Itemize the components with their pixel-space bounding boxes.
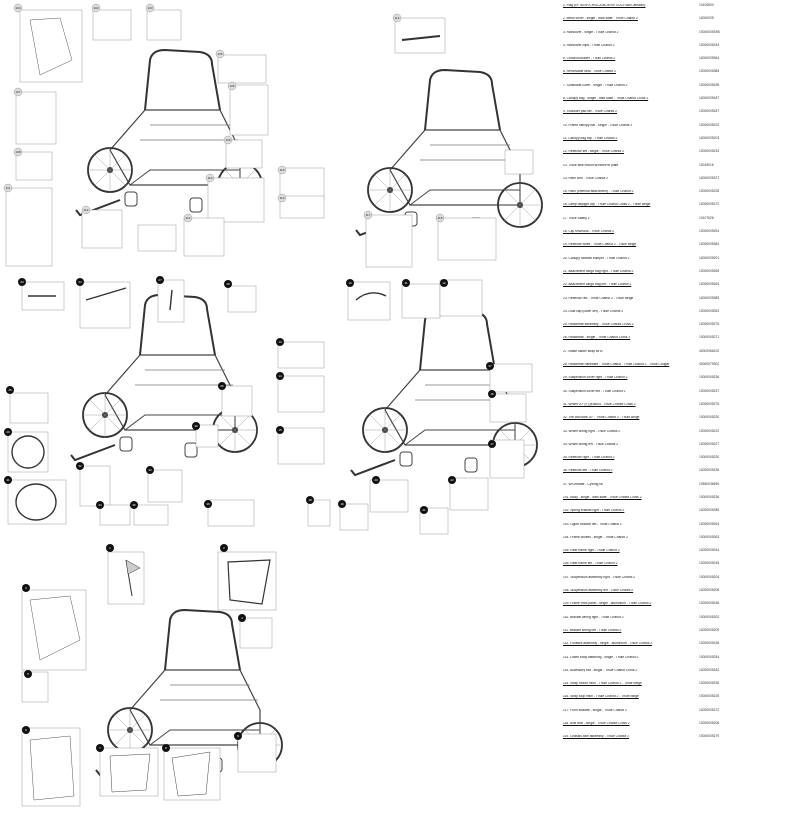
part-name-link[interactable]: 19. Reflector white - Thule Chariot 2 - Thule Beige bbox=[563, 243, 637, 247]
part-name-link[interactable]: 12. Reflector set - single - Thule Chariot 2 bbox=[563, 150, 624, 154]
part-name-link[interactable]: 4. Raincover clips - Thule Chariot 2 bbox=[563, 43, 615, 47]
parts-list-row bbox=[561, 509, 797, 522]
part-number: 10000005265 bbox=[699, 268, 720, 273]
part-number: 10000005385 bbox=[699, 69, 720, 74]
callout-label: 13 bbox=[278, 340, 282, 344]
part-name-link[interactable]: 9. Shoulder pad set - Thule Chariot 2 bbox=[563, 110, 618, 114]
part-number: 10000005246 bbox=[699, 601, 720, 606]
parts-list-row bbox=[561, 17, 797, 30]
part-number: 10000005263 bbox=[699, 282, 720, 287]
parts-list-row bbox=[561, 310, 797, 323]
parts-list-row bbox=[561, 722, 797, 735]
part-name-link[interactable]: 13. Thule axle mount w/HitchPin plate bbox=[563, 163, 619, 167]
callout-label: 117 bbox=[365, 213, 371, 217]
callout-label: 36 bbox=[206, 502, 210, 506]
callout-label: 30 bbox=[194, 424, 198, 428]
part-name-link[interactable]: 29. Suspension cover right - Thule Chariot 2 bbox=[563, 376, 628, 380]
part-number: 40002066102 bbox=[699, 348, 720, 353]
callout-label: 21 bbox=[422, 508, 426, 512]
callout-label: 2 bbox=[223, 546, 225, 550]
parts-list bbox=[561, 4, 797, 749]
callout-label: 24 bbox=[78, 280, 82, 284]
callout-label: 35 bbox=[132, 503, 136, 507]
callout-label: 112 bbox=[83, 208, 89, 212]
parts-list-row bbox=[561, 363, 797, 376]
callout-label: 20 bbox=[374, 478, 378, 482]
callout-label: 16 bbox=[490, 392, 494, 396]
parts-list-row bbox=[561, 243, 797, 256]
part-name-link[interactable]: 14. Hitch arm - Thule Chariot 2 bbox=[563, 176, 609, 180]
panel4-detail-boxes bbox=[278, 280, 532, 534]
part-name-link[interactable]: 34. Wheel wiring left - Thule Chariot 2 bbox=[563, 442, 619, 446]
part-number: 10000005S98 bbox=[699, 29, 720, 34]
parts-list-row bbox=[561, 31, 797, 44]
callout-label: 37 bbox=[488, 364, 492, 368]
callout-label: 115 bbox=[279, 168, 285, 172]
part-number: 10000005203 bbox=[699, 135, 720, 140]
parts-list-row bbox=[561, 430, 797, 443]
parts-list-row bbox=[561, 735, 797, 748]
part-name-link[interactable]: 6. Removable seat - Thule Chariot 2 bbox=[563, 70, 616, 74]
part-name-link[interactable]: 102. Spring bracket right - Thule Chariot 2 bbox=[563, 509, 625, 513]
parts-list-row bbox=[561, 164, 797, 177]
callout-label: 107 bbox=[15, 90, 21, 94]
part-name-link[interactable]: 31. Wheel 20" (F) product - Thule Chariot Cross 2 bbox=[563, 402, 636, 406]
part-number: 10000005262 bbox=[699, 667, 720, 672]
part-number: 10000005262 bbox=[699, 534, 720, 539]
part-number: 10000005208 bbox=[699, 588, 720, 593]
callout-label: 17 bbox=[490, 442, 494, 446]
part-name-link[interactable]: 26. Handlebar - single - Thule Chariot Cross 2 bbox=[563, 336, 631, 340]
callout-label: 4 bbox=[241, 616, 243, 620]
part-name-link[interactable]: 105. Rear frame right - Thule Chariot 2 bbox=[563, 549, 620, 553]
part-number: 40000079302 bbox=[699, 362, 720, 367]
parts-list-row bbox=[561, 602, 797, 615]
callout-label: 31 bbox=[6, 478, 10, 482]
parts-list-row bbox=[561, 642, 797, 655]
callout-label: 105 bbox=[217, 52, 223, 56]
part-name-link[interactable]: 3. Raincover - single - Thule Chariot 2 bbox=[563, 30, 619, 34]
callout-label: 3 bbox=[25, 586, 27, 590]
callout-label: 116 bbox=[279, 196, 285, 200]
parts-list-row bbox=[561, 57, 797, 70]
part-number: 10000005285 bbox=[699, 508, 720, 513]
part-name-link[interactable]: 33. Wheel wiring right - Thule Chariot 2 bbox=[563, 429, 621, 433]
panel2-detail-boxes bbox=[280, 18, 533, 267]
parts-list-row bbox=[561, 203, 797, 216]
part-name-link[interactable]: 30. Suspension cover left - Thule Chariot 2 bbox=[563, 389, 626, 393]
parts-list-row bbox=[561, 4, 797, 17]
part-number: 10000005209 bbox=[699, 627, 720, 632]
part-number: 10000005222 bbox=[699, 122, 720, 127]
part-number: 10000005264 bbox=[699, 521, 720, 526]
parts-list-row bbox=[561, 230, 797, 243]
part-name-link[interactable]: 36. Reflector left - Thule Chariot 2 bbox=[563, 469, 613, 473]
parts-list-row bbox=[561, 84, 797, 97]
part-name-link[interactable]: 8. Canopy bag - single - dark slate - Thule Chariot Cross 2 bbox=[563, 97, 649, 101]
part-number: 10000005236 bbox=[699, 375, 720, 380]
callout-label: 110 bbox=[207, 176, 213, 180]
parts-list-row bbox=[561, 695, 797, 708]
part-name-link[interactable]: 104. Frame wolfies - single - Thule Chariot 2 bbox=[563, 535, 628, 539]
part-name-link[interactable]: 16. Lamp daylight clip - Thule Chariot Cross 2 - Thule Beige bbox=[563, 203, 651, 207]
part-number: 10000005202 bbox=[699, 614, 720, 619]
part-number: 10000005208 bbox=[699, 721, 720, 726]
parts-list-row bbox=[561, 536, 797, 549]
part-number: 10000005183 bbox=[699, 42, 720, 47]
parts-list-row bbox=[561, 150, 797, 163]
callout-label: 9 bbox=[237, 734, 239, 738]
parts-list-row bbox=[561, 483, 797, 496]
part-name-link[interactable]: 107. Suspension assembly right - Thule Chariot 2 bbox=[563, 575, 636, 579]
part-number: 10000005236 bbox=[699, 494, 720, 499]
part-number: 10000005275 bbox=[699, 401, 720, 406]
part-name-link[interactable]: 117. Front footwell - single - Thule Chariot 2 bbox=[563, 708, 627, 712]
callout-label: 7 bbox=[99, 746, 101, 750]
callout-label: 118 bbox=[437, 216, 443, 220]
callout-label: 102 bbox=[93, 6, 99, 10]
parts-list-row bbox=[561, 257, 797, 270]
part-name-link[interactable]: 22. Attachment cargo bag left - Thule Chariot 2 bbox=[563, 283, 632, 287]
part-name-link[interactable]: 110. Bracket wiring right - Thule Chariot 2 bbox=[563, 615, 624, 619]
parts-list-row bbox=[561, 443, 797, 456]
part-number: 10018016 bbox=[699, 162, 714, 167]
part-number: 10000005385 bbox=[699, 295, 720, 300]
part-number: 10000005187 bbox=[699, 109, 720, 114]
parts-list-row bbox=[561, 270, 797, 283]
part-name-link[interactable]: 103. Upper bracket left - Thule Chariot 2 bbox=[563, 522, 622, 526]
part-number: 10000005220 bbox=[699, 455, 720, 460]
callout-label: 11 bbox=[404, 281, 408, 285]
part-name-link[interactable]: 101. Body - single - dark slate - Thule Chariot Cross 2 bbox=[563, 495, 642, 499]
callout-label: 8 bbox=[165, 746, 167, 750]
callout-label: 10 bbox=[348, 281, 352, 285]
callout-label: 19 bbox=[340, 502, 344, 506]
part-name-link[interactable]: 24. Dust cap (lower set) - Thule Chariot 2 bbox=[563, 309, 624, 313]
part-name-link[interactable]: 10. Frame canopy bar - single - Thule Chariot 2 bbox=[563, 123, 633, 127]
callout-label: 26 bbox=[220, 384, 224, 388]
callout-label: 5 bbox=[27, 672, 29, 676]
parts-list-row bbox=[561, 350, 797, 363]
part-number: 10000005227 bbox=[699, 441, 720, 446]
part-number: 10000005248 bbox=[699, 641, 720, 646]
callout-label: 23 bbox=[20, 280, 24, 284]
callout-label: 106 bbox=[229, 84, 235, 88]
parts-list-row bbox=[561, 562, 797, 575]
part-number: 10000005227 bbox=[699, 175, 720, 180]
part-name-link[interactable]: 113. Lower body fastening - single - Thule Chariot 2 bbox=[563, 655, 639, 659]
part-number: 10000005234 bbox=[699, 149, 720, 154]
part-number: 10000005228 bbox=[699, 189, 720, 194]
part-number: 10000005364 bbox=[699, 56, 720, 61]
part-name-link[interactable]: 1. Flag (EFTA/SF/CH/SC/GB/JE/VET/UCF/AB/Camaiso) bbox=[563, 4, 646, 7]
part-number: 10000005236 bbox=[699, 681, 720, 686]
part-name-link[interactable]: 35. Reflector right - Thule Chariot 2 bbox=[563, 456, 615, 460]
part-number: 10000005279 bbox=[699, 734, 720, 739]
callout-label: 25 bbox=[8, 388, 12, 392]
part-number: 10000005254 bbox=[699, 654, 720, 659]
callout-label: 114 bbox=[394, 16, 400, 20]
parts-list-row bbox=[561, 70, 797, 83]
part-number: 10000005244 bbox=[699, 548, 720, 553]
callout-label: 14 bbox=[278, 374, 282, 378]
part-name-link[interactable]: 18. Clip fork/hook - Thule Chariot 2 bbox=[563, 230, 615, 234]
part-number: 10550036690 bbox=[699, 481, 720, 486]
parts-list-row bbox=[561, 137, 797, 150]
callout-label: 28 bbox=[226, 282, 230, 286]
part-name-link[interactable]: 111. Bracket wiring left - Thule Chariot 2 bbox=[563, 628, 622, 632]
part-number: 10000005272 bbox=[699, 202, 720, 207]
part-name-link[interactable]: 23. Reflector red - Thule Chariot 2 - Thule Beige bbox=[563, 296, 634, 300]
part-name-link[interactable]: 115. Strap mount hitch - Thule Chariot 2 - Thule Beige bbox=[563, 682, 642, 686]
parts-list-row bbox=[561, 616, 797, 629]
panel5-detail-boxes bbox=[22, 552, 276, 806]
parts-list-row bbox=[561, 629, 797, 642]
callout-label: 27 bbox=[158, 278, 162, 282]
part-name-link[interactable]: 109. Frame front panel - single - aluminium - Thule Chariot 2 bbox=[563, 602, 652, 606]
part-number: 10000005225 bbox=[699, 694, 720, 699]
part-number: 10000005185 bbox=[699, 82, 720, 87]
parts-list-row bbox=[561, 44, 797, 57]
callout-label: 113 bbox=[185, 216, 191, 220]
part-number: 10000005220 bbox=[699, 415, 720, 420]
callout-label: 29 bbox=[6, 430, 10, 434]
parts-list-row bbox=[561, 110, 797, 123]
callout-label: 12 bbox=[442, 281, 446, 285]
part-name-link[interactable]: 116. Strap loop hitch - Thule Chariot 2 - Thule Beige bbox=[563, 695, 639, 699]
parts-list-row bbox=[561, 390, 797, 403]
part-name-link[interactable]: 112. Footwell assembly - single - aluminium - Thule Chariot 2 bbox=[563, 642, 653, 646]
callout-label: 104 bbox=[15, 6, 21, 10]
parts-list-row bbox=[561, 217, 797, 230]
part-number: 10000005 bbox=[699, 16, 714, 21]
part-name-link[interactable]: 5. Crotch/shoulder - Thule Chariot 2 bbox=[563, 57, 616, 61]
callout-label: 103 bbox=[147, 6, 153, 10]
callout-label: 32 bbox=[78, 464, 82, 468]
part-number: 10100800 bbox=[699, 3, 714, 7]
part-name-link[interactable]: 28. Handlebar hardware - Thule Chariot - Thule Chariot 2 - Thule Cougar bbox=[563, 363, 670, 367]
part-number: 10107628 bbox=[699, 215, 714, 220]
part-name-link[interactable]: 21. Attachment cargo bag right - Thule Chariot 2 bbox=[563, 269, 634, 273]
parts-list-row bbox=[561, 456, 797, 469]
part-name-link[interactable]: 7. Sunshade cover - single - Thule Chariot 2 bbox=[563, 83, 628, 87]
parts-list-row bbox=[561, 177, 797, 190]
parts-list-row bbox=[561, 403, 797, 416]
part-name-link[interactable]: 20. Canopy footwell bumper - Thule Chariot 2 bbox=[563, 256, 630, 260]
parts-list-row bbox=[561, 496, 797, 509]
part-number: 10000005187 bbox=[699, 96, 720, 101]
parts-list-row bbox=[561, 549, 797, 562]
part-name-link[interactable]: 17. Thule Safety 2 bbox=[563, 216, 590, 220]
parts-list-row bbox=[561, 709, 797, 722]
parts-list-row bbox=[561, 97, 797, 110]
callout-label: 22 bbox=[450, 478, 454, 482]
part-name-link[interactable]: 2. Mesh cover - single - dark slate - Thule Chariot 2 bbox=[563, 17, 638, 21]
part-number: 10000005263 bbox=[699, 308, 720, 313]
part-name-link[interactable]: 27. Brake cable/ strap kit B bbox=[563, 349, 603, 353]
parts-list-row bbox=[561, 297, 797, 310]
callout-label: 1 bbox=[109, 546, 111, 550]
part-name-link[interactable]: 106. Rear frame left - Thule Chariot 2 bbox=[563, 562, 618, 566]
callout-label: 6 bbox=[25, 728, 27, 732]
parts-list-row bbox=[561, 589, 797, 602]
part-number: 10000005271 bbox=[699, 335, 720, 340]
part-name-link[interactable]: 32. Tire and tube 20" - Thule Chariot 2 - Thule Beige bbox=[563, 416, 640, 420]
callout-label: 34 bbox=[98, 503, 102, 507]
part-name-link[interactable]: 118. Axle rear - single - Thule Chariot Cross 2 bbox=[563, 722, 630, 726]
parts-list-row bbox=[561, 190, 797, 203]
parts-list-row bbox=[561, 323, 797, 336]
callout-label: 108 bbox=[15, 150, 21, 154]
part-number: 10000005272 bbox=[699, 707, 720, 712]
part-number: 10000005254 bbox=[699, 229, 720, 234]
parts-list-row bbox=[561, 656, 797, 669]
parts-list-row bbox=[561, 283, 797, 296]
parts-list-row bbox=[561, 523, 797, 536]
part-name-link[interactable]: 25. Handlebar assembly - Thule Chariot Cross 2 bbox=[563, 323, 634, 327]
callout-label: 109 bbox=[225, 138, 231, 142]
part-number: 10000005204 bbox=[699, 574, 720, 579]
part-number: 10000005201 bbox=[699, 255, 720, 260]
part-number: 10000005245 bbox=[699, 561, 720, 566]
part-number: 10000005237 bbox=[699, 388, 720, 393]
part-name-link[interactable]: 37. Wh beader - Cycling kit bbox=[563, 482, 603, 486]
part-number: 10000005275 bbox=[699, 322, 720, 327]
parts-list-row bbox=[561, 576, 797, 589]
part-name-link[interactable]: 15. Hitch (external attachment) - Thule Chariot 2 bbox=[563, 190, 634, 194]
callout-label: 33 bbox=[148, 468, 152, 472]
callout-label: 111 bbox=[5, 186, 11, 190]
parts-list-row bbox=[561, 376, 797, 389]
part-name-link[interactable]: 11. Canopy bag clip - Thule Chariot 2 bbox=[563, 136, 618, 140]
part-number: 10000005222 bbox=[699, 428, 720, 433]
part-name-link[interactable]: 119. Chassis axle assembly - Thule Chariot 2 bbox=[563, 735, 630, 739]
part-name-link[interactable]: 108. Suspension assembly left - Thule Chariot 2 bbox=[563, 589, 634, 593]
parts-list-row bbox=[561, 682, 797, 695]
callout-label: 18 bbox=[308, 498, 312, 502]
parts-list-row bbox=[561, 416, 797, 429]
part-name-link[interactable]: 114. Accessory bar - single - Thule Chariot Cross 2 bbox=[563, 668, 638, 672]
panel3-detail-boxes bbox=[8, 280, 256, 526]
parts-list-row bbox=[561, 336, 797, 349]
parts-list-row bbox=[561, 669, 797, 682]
parts-list-row bbox=[561, 124, 797, 137]
part-number: 10000005384 bbox=[699, 242, 720, 247]
part-number: 10000005236 bbox=[699, 468, 720, 473]
callout-label: 15 bbox=[278, 428, 282, 432]
parts-list-row bbox=[561, 469, 797, 482]
